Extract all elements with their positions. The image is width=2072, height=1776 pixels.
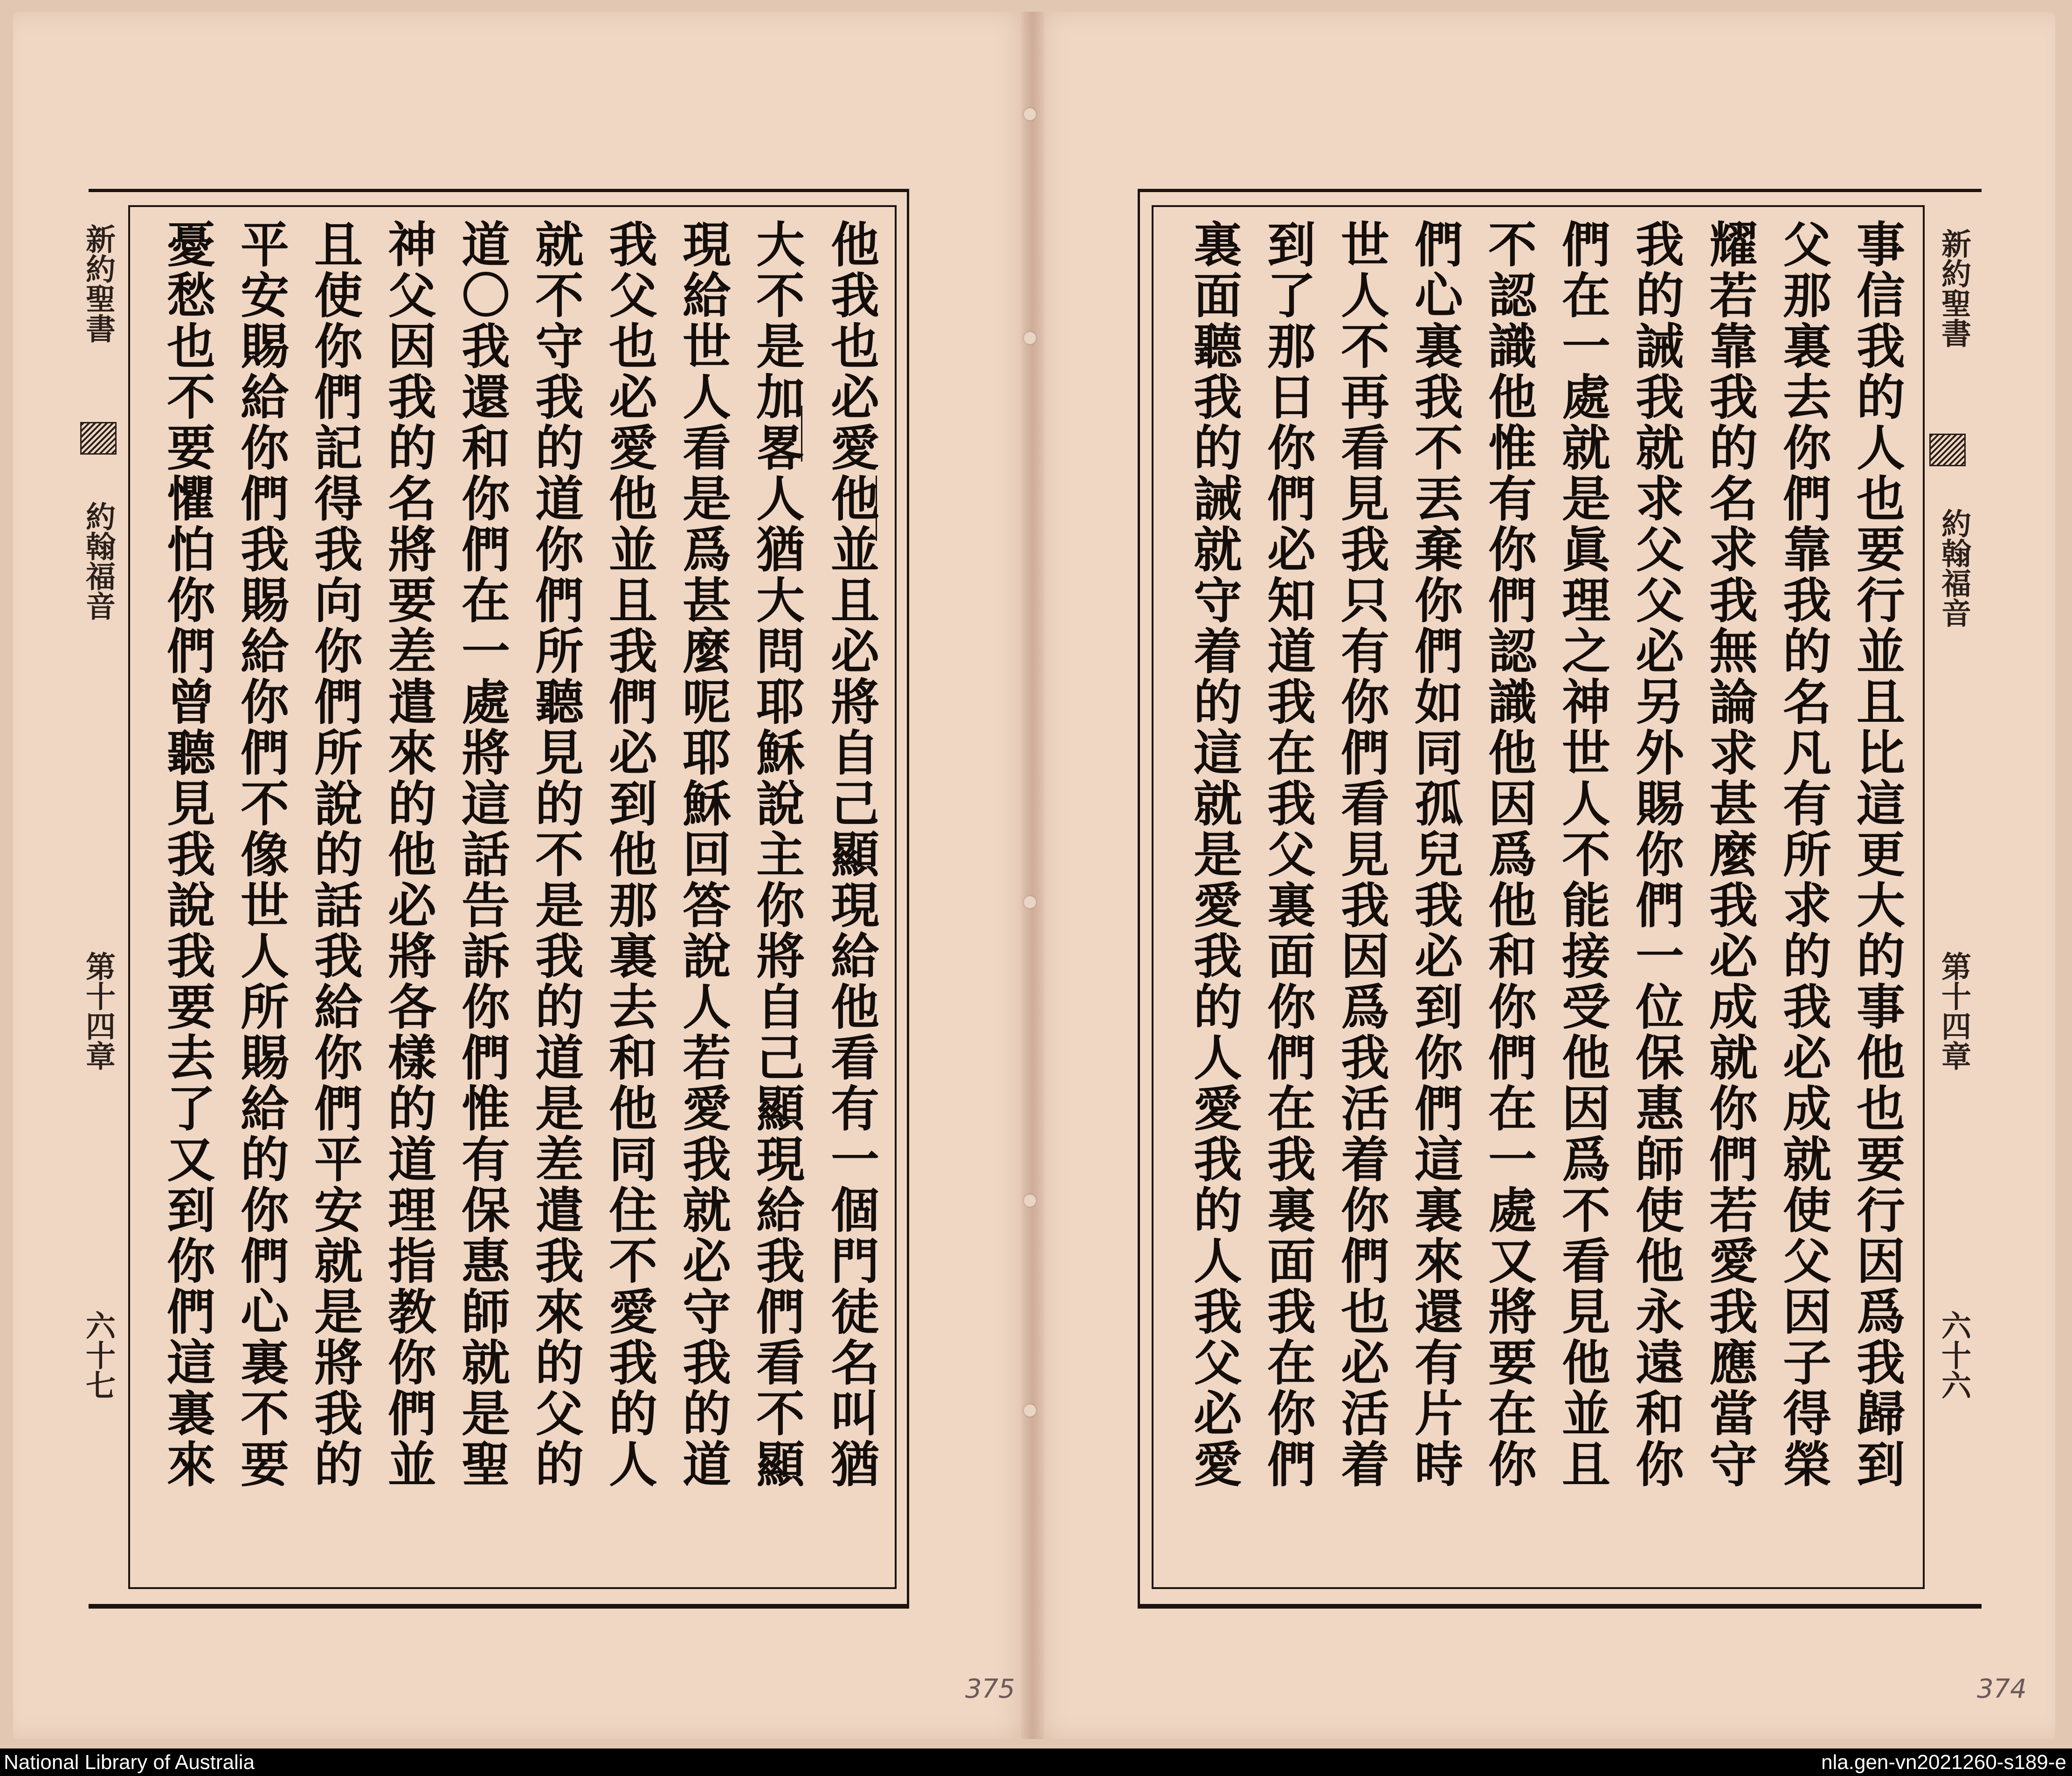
text-column: 們在一處就是眞理之神世人不能接受他因爲不看見他並且 xyxy=(1554,219,1611,1490)
left-outer-border xyxy=(907,189,909,1609)
pencil-page-note: 374 xyxy=(1977,1674,2027,1704)
ornament-icon xyxy=(1929,434,1966,466)
text-column: 現給世人看是爲甚麼呢耶穌回答說人若愛我就必守我的道 xyxy=(674,219,732,1490)
text-column: 大不是加畧人猶大問耶穌說主你將自己顯現給我們看不顯 xyxy=(748,219,805,1490)
left-margin-section: 約翰福音 xyxy=(81,501,116,621)
text-column: 神父因我的名將要差遣來的他必將各樣的道理指教你們並 xyxy=(380,219,437,1490)
right-margin-chapter: 第十四章 xyxy=(1936,951,1971,1071)
text-column: 到了那日你們必知道我在我父裏面你們在我裏面我在你們 xyxy=(1259,219,1316,1490)
right-outer-border xyxy=(1138,189,1140,1609)
ornament-icon xyxy=(80,422,117,455)
binding-hole xyxy=(1024,1195,1036,1207)
left-bottom-rule xyxy=(89,1604,909,1609)
text-column: 他我也必愛他並且必將自己顯現給他看有一個門徒名叫猶 xyxy=(822,219,880,1490)
right-margin-page-number: 六十六 xyxy=(1936,1310,1971,1400)
text-column: 且使你們記得我向你們所說的話我給你們平安就是將我的 xyxy=(306,219,363,1490)
binding-hole xyxy=(1024,332,1036,344)
text-column: 憂愁也不要懼怕你們曾聽見我說我要去了又到你們這裏來 xyxy=(159,219,216,1490)
right-bottom-rule xyxy=(1138,1604,1982,1609)
record-identifier: nla.gen-vn2021260-s189-e xyxy=(1821,1751,2066,1774)
text-column: 我父也必愛他並且我們必到他那裏去和他同住不愛我的人 xyxy=(601,219,658,1490)
text-column: 事信我的人也要行並且比這更大的事他也要行因爲我歸到 xyxy=(1848,219,1906,1490)
left-margin-page-number: 六十七 xyxy=(81,1310,116,1400)
text-column: 父那裏去你們靠我的名凡有所求的我必成就使父因子得榮 xyxy=(1775,219,1832,1490)
right-top-rule xyxy=(1138,189,1982,192)
right-margin-book-title: 新約聖書 xyxy=(1936,228,1971,348)
text-column: 平安賜給你們我賜給你們不像世人所賜給的你們心裏不要 xyxy=(232,219,290,1490)
binding-hole xyxy=(1024,1404,1036,1417)
text-column: 不認識他惟有你們認識他因爲他和你們在一處又將要在你 xyxy=(1480,219,1537,1490)
binding-hole xyxy=(1024,108,1036,120)
text-column: 就不守我的道你們所聽見的不是我的道是差遣我來的父的 xyxy=(527,219,584,1490)
text-column: 裏面聽我的誡就守着的這就是愛我的人愛我的人我父必愛 xyxy=(1185,219,1243,1490)
text-column: 耀若靠我的名求我無論求甚麼我必成就你們若愛我應當守 xyxy=(1701,219,1758,1490)
left-margin-book-title: 新約聖書 xyxy=(81,224,116,343)
right-margin-section: 約翰福音 xyxy=(1936,508,1971,628)
library-credit: National Library of Australia xyxy=(4,1751,255,1774)
left-top-rule xyxy=(89,189,909,192)
text-column: 世人不再看見我只有你們看見我因爲我活着你們也必活着 xyxy=(1333,219,1390,1490)
footer-bar xyxy=(0,1748,2072,1776)
left-margin-chapter: 第十四章 xyxy=(81,951,116,1071)
book-gutter xyxy=(1021,12,1044,1739)
binding-hole xyxy=(1024,896,1036,908)
pencil-page-note: 375 xyxy=(965,1674,1015,1704)
text-column: 我的誡我就求父父必另外賜你們一位保惠師使他永遠和你 xyxy=(1627,219,1685,1490)
text-column: 道〇我還和你們在一處將這話告訴你們惟有保惠師就是聖 xyxy=(453,219,511,1490)
text-column: 們心裏我不丟棄你們如同孤兒我必到你們這裏來還有片時 xyxy=(1406,219,1464,1490)
